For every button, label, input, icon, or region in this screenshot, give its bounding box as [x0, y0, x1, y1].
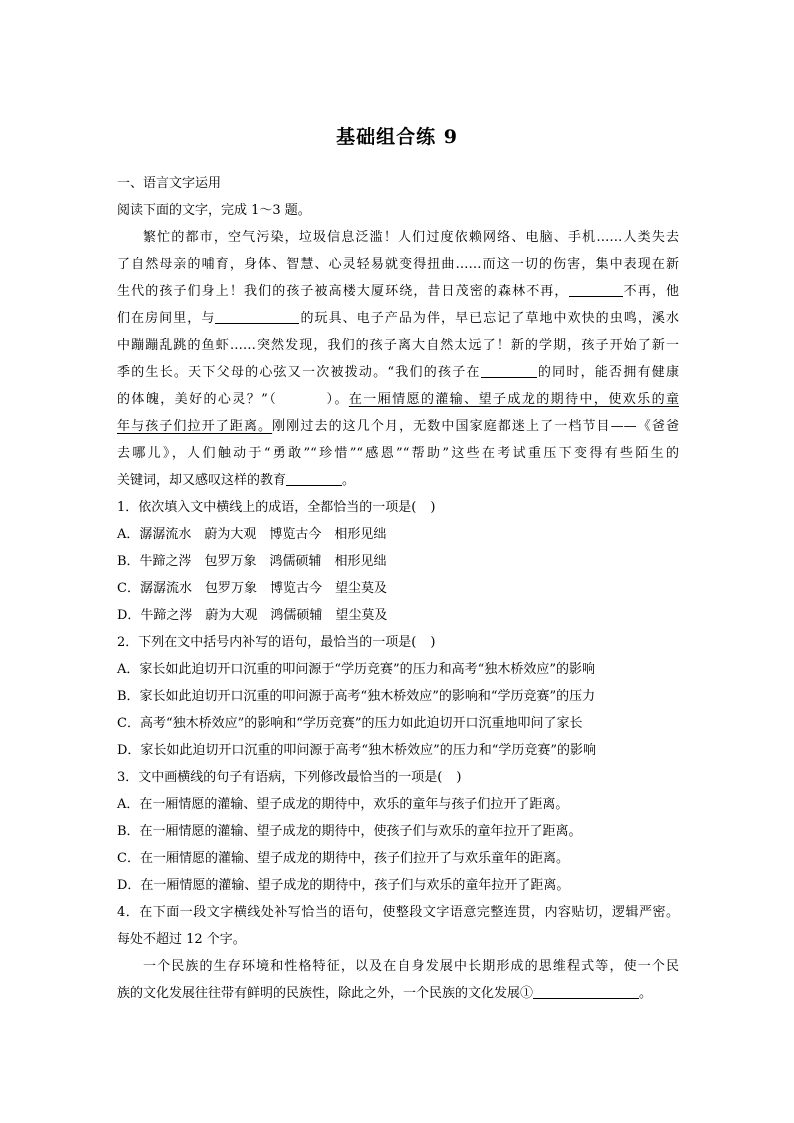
passage-line: 繁忙的都市，空气污染，垃圾信息泛滥！人们过度依赖网络、电脑、手机……人类失去 — [143, 230, 679, 245]
passage-line: 季的生长。天下父母的心弦又一次被拨动。“我们的孩子在 的同时，能否拥有健康 — [117, 359, 679, 386]
question-2 — [117, 629, 679, 764]
page-title: 基础组合练 9 — [336, 126, 458, 148]
question-stem: 1．依次填入文中横线上的成语，全都恰当的一项是( ) — [117, 500, 436, 515]
question-stem: 4．在下面一段文字横线处补写恰当的语句，使整段文字语意完整连贯，内容贴切，逻辑严密。 — [117, 905, 679, 920]
answer-option[interactable]: A．在一厢情愿的灌输、望子成龙的期待中，欢乐的童年与孩子们拉开了距离。 — [117, 797, 569, 812]
reading-passage — [117, 224, 679, 494]
fill-blank[interactable] — [533, 983, 639, 999]
question-3 — [117, 764, 679, 899]
answer-option[interactable]: A．潺潺流水 蔚为大观 博览古今 相形见绌 — [117, 527, 387, 542]
answer-option[interactable]: B．牛蹄之涔 包罗万象 鸿儒硕辅 相形见绌 — [117, 554, 387, 569]
fill-blank[interactable] — [569, 281, 623, 297]
passage-line: 年与孩子们拉开了距离。刚刚过去的这几个月，无数中国家庭都迷上了一档节目——《爸爸 — [117, 419, 679, 434]
document-body — [117, 170, 679, 1007]
answer-option[interactable]: C．在一厢情愿的灌输、望子成龙的期待中，孩子们拉开了与欢乐童年的距离。 — [117, 851, 569, 866]
question-4 — [117, 899, 679, 1007]
question-1 — [117, 494, 679, 629]
answer-option[interactable]: A．家长如此迫切开口沉重的叩问源于“学历竞赛”的压力和高考“独木桥效应”的影响 — [117, 662, 595, 677]
question-stem: 每处不超过 12 个字。 — [117, 932, 246, 947]
passage-line: 了自然母亲的哺育，身体、智慧、心灵轻易就变得扭曲……而这一切的伤害，集中表现在新 — [117, 257, 679, 272]
passage-line: 的体魄，美好的心灵？”（ ）。在一厢情愿的灌输、望子成龙的期待中，使欢乐的童 — [117, 392, 679, 407]
q4-passage-line: 族的文化发展往往带有鲜明的民族性，除此之外，一个民族的文化发展① 。 — [117, 980, 679, 1007]
underlined-sentence: 年与孩子们拉开了距离。 — [117, 419, 273, 434]
section-heading: 一、语言文字运用 — [117, 176, 222, 191]
passage-line: 去哪儿》，人们触动于“勇敢”“珍惜”“感恩”“帮助”这些在考试重压下变得有些陌生的 — [117, 446, 679, 461]
passage-line: 中蹦蹦乱跳的鱼虾……突然发现，我们的孩子离大自然太远了！新的学期，孩子开始了新一 — [117, 338, 679, 353]
reading-instruction: 阅读下面的文字，完成 1～3 题。 — [117, 203, 311, 218]
answer-option[interactable]: D．牛蹄之涔 蔚为大观 鸿儒硕辅 望尘莫及 — [117, 608, 388, 623]
fill-blank[interactable] — [215, 308, 299, 324]
passage-line: 生代的孩子们身上！我们的孩子被高楼大厦环绕，昔日茂密的森林不再， 不再，他 — [117, 278, 679, 305]
fill-blank[interactable] — [481, 362, 537, 378]
fill-blank[interactable] — [286, 470, 342, 486]
passage-line: 关键词，却又感叹这样的教育 。 — [117, 467, 679, 494]
underlined-sentence: 在一厢情愿的灌输、望子成龙的期待中，使欢乐的童 — [348, 392, 679, 407]
answer-option[interactable]: B．在一厢情愿的灌输、望子成龙的期待中，使孩子们与欢乐的童年拉开了距离。 — [117, 824, 582, 839]
q4-passage-line: 一个民族的生存环境和性格特征，以及在自身发展中长期形成的思维程式等，使一个民 — [143, 959, 679, 974]
answer-option[interactable]: B．家长如此迫切开口沉重的叩问源于高考“独木桥效应”的影响和“学历竞赛”的压力 — [117, 689, 596, 704]
passage-line: 们在房间里，与 的玩具、电子产品为伴，早已忘记了草地中欢快的虫鸣，溪水 — [117, 305, 679, 332]
answer-option[interactable]: C．高考“独木桥效应”的影响和“学历竞赛”的压力如此迫切开口沉重地叩问了家长 — [117, 716, 583, 731]
answer-option[interactable]: D．家长如此迫切开口沉重的叩问源于高考“独木桥效应”的压力和“学历竞赛”的影响 — [117, 743, 597, 758]
answer-option[interactable]: C．潺潺流水 包罗万象 博览古今 望尘莫及 — [117, 581, 387, 596]
answer-option[interactable]: D．在一厢情愿的灌输、望子成龙的期待中，孩子们与欢乐的童年拉开了距离。 — [117, 878, 570, 893]
question-stem: 3．文中画横线的句子有语病，下列修改最恰当的一项是( ) — [117, 770, 462, 785]
question-stem: 2．下列在文中括号内补写的语句，最恰当的一项是( ) — [117, 635, 436, 650]
